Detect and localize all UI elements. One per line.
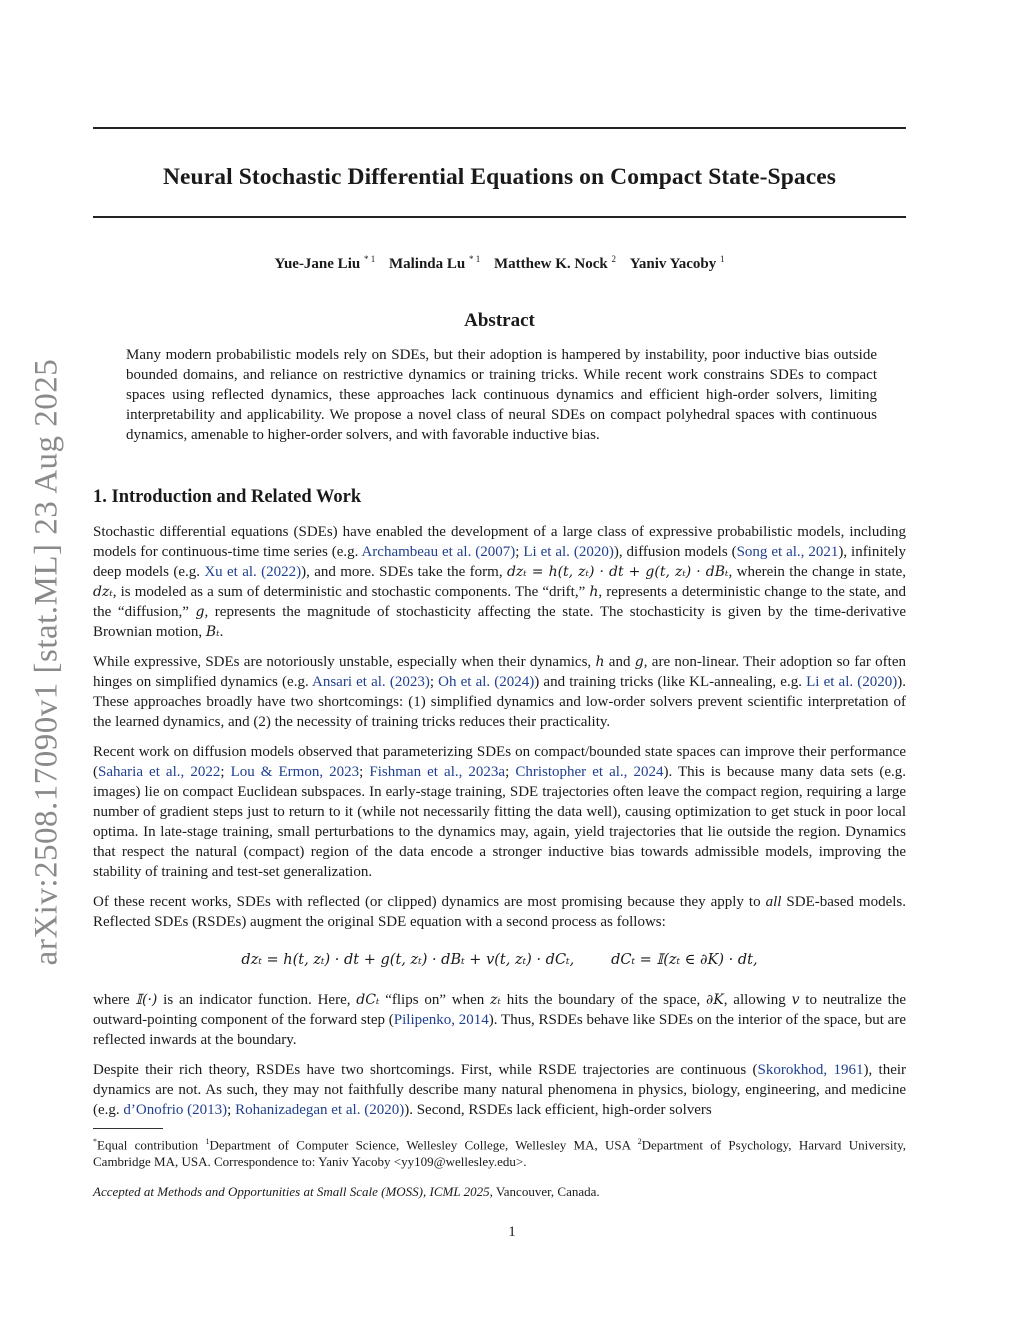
author-list [93,254,906,273]
citation-link[interactable]: Oh et al. [438,674,491,690]
citation-link[interactable]: d’Onofrio [123,1102,184,1118]
author: Malinda Lu $^{* 1}$ [388,254,481,272]
footnote-rule [93,1128,163,1129]
page-number: 1 [508,1224,516,1240]
citation-link[interactable]: Saharia et al., 2022 [98,764,221,780]
title-top-rule [93,127,906,129]
inline-math: h [589,584,599,600]
inline-math: v [791,992,800,1008]
paragraph: Recent work on diffusion models observed that parameterizing SDEs on compact/bounded state spaces can improve their performance (Saharia et al., 2022; Lou & Ermon, 2023; Fishman et al., 2023a; Christopher et al., 2024). This is because many data sets (e.g. images) lie on compact Euclidean subspaces. In early-stage training, SDE trajectories often leave the compact region, requiring a large number of gradient steps just to return to it (while not necessarily fitting the data well), causing optimization to get stuck in poor local optima. In late-stage training, small perturbations to the dynamics may, again, yield trajectories that lie outside the region. Dynamics that respect the natural (compact) region of the data encode a stronger inductive bias towards admissible models, improving the stability of training and test-set generalization. [93,744,907,880]
inline-math: zₜ [490,992,501,1008]
citation-link[interactable]: Archambeau et al. [361,544,472,560]
citation-link[interactable]: (2022) [261,564,302,580]
citation-link[interactable]: Lou & Ermon, 2023 [230,764,360,780]
paragraph: Stochastic differential equations (SDEs) have enabled the development of a large class of expressive probabilistic models, including models for continuous-time time series (e.g. Archambeau et al. (2007); Li et al. (2020)), diffusion models (Song et al., 2021), infinitely deep models (e.g. Xu et al. (2022)), and more. SDEs take the form, dzₜ = h(t, zₜ) · dt + g(t, zₜ) · dBₜ, wherein the change in state, dzₜ, is modeled as a sum of deterministic and stochastic components. The “drift,” h, represents a deterministic change to the state, and the “diffusion,” g, represents the magnitude of stochasticity affecting the state. The stochasticity is given by the time-derivative Brownian motion, Bₜ. [93,524,907,640]
inline-math: dzₜ [93,584,113,600]
citation-link[interactable]: Christopher et al., 2024 [515,764,664,780]
inline-math: dCₜ [356,992,380,1008]
citation-link[interactable]: (2020) [857,674,898,690]
citation-link[interactable]: Ansari et al. [312,674,386,690]
paragraph: Of these recent works, SDEs with reflected (or clipped) dynamics are most promising because they apply to all SDE-based models. Reflected SDEs (RSDEs) augment the original SDE equation with a second process as follows: [93,894,906,930]
paper-title: Neural Stochastic Differential Equations on Compact State-Spaces [162,164,837,190]
paragraph: where 𝕀(·) is an indicator function. Here, dCₜ “flips on” when zₜ hits the boundary of the space, ∂K, allowing v to neutralize the outward-pointing component of the forward step (Pilipenko, 2014). Thus, RSDEs behave like SDEs on the interior of the space, but are reflected inwards at the boundary. [93,992,907,1048]
display-equation: dzₜ = h(t, zₜ) · dt + g(t, zₜ) · dBₜ + v(t, zₜ) · dCₜ, dCₜ = 𝕀(zₜ ∈ ∂K) · dt, [241,952,758,968]
venue-note: Accepted at Methods and Opportunities at Small Scale (MOSS), ICML 2025, Vancouver, Canada. [93,1184,600,1199]
citation-link[interactable]: Xu et al. [204,564,257,580]
footnote: *Equal contribution $^1$Department of Computer Science, Wellesley College, Wellesley MA, USA $^2$Department of Psychology, Harvard University, Cambridge MA, USA. Correspondence to: Yaniv Yacoby <yy109@wellesley.edu>. [93,1137,906,1170]
inline-math: dzₜ = h(t, zₜ) · dt + g(t, zₜ) · dBₜ [506,564,729,580]
inline-math: ∂K [706,992,724,1008]
abstract-heading: Abstract [464,310,535,331]
title-bottom-rule [93,216,906,218]
abstract-text: Many modern probabilistic models rely on SDEs, but their adoption is hampered by instability, poor inductive bias outside bounded domains, and reliance on restrictive dynamics or training tricks. While recent work constrains SDEs to compact spaces using reflected dynamics, these approaches lack continuous dynamics and efficient high-order solvers, limiting interpretability and applicability. We propose a novel class of neural SDEs on compact polyhedral spaces with continuous dynamics, amenable to higher-order solvers, and with favorable inductive bias. [126,347,877,443]
inline-math: h [595,654,605,670]
citation-link[interactable]: (2013) [187,1102,228,1118]
paragraph: While expressive, SDEs are notoriously unstable, especially when their dynamics, h and g, are non-linear. Their adoption so far often hinges on simplified dynamics (e.g. Ansari et al. (2023); Oh et al. (2024)) and training tricks (like KL-annealing, e.g. Li et al. (2020)). These approaches broadly have two shortcomings: (1) simplified dynamics and low-order solvers prevent scientific interpretation of the learned dynamics, and (2) the necessity of training tricks reduces their practicality. [93,654,907,730]
inline-math: 𝕀(·) [135,992,158,1008]
citation-link[interactable]: (2020) [573,544,614,560]
arxiv-stamp-text: arXiv:2508.17090v1 [stat.ML] 23 Aug 2025 [28,358,65,966]
author: Matthew K. Nock $^2$ [493,254,616,272]
citation-link[interactable]: Fishman et al., 2023a [369,764,506,780]
citation-link[interactable]: Rohanizadegan et al. [235,1102,361,1118]
paragraph: Despite their rich theory, RSDEs have two shortcomings. First, while RSDE trajectories are continuous (Skorokhod, 1961), their dynamics are not. As such, they may not faithfully describe many natural phenomena in physics, biology, engineering, and medicine (e.g. d’Onofrio (2013); Rohanizadegan et al. (2020)). Second, RSDEs lack efficient, high-order solvers [93,1062,907,1118]
inline-math: Bₜ [205,624,220,640]
author: Yue-Jane Liu $^{* 1}$ [274,254,376,272]
citation-link[interactable]: (2007) [475,544,516,560]
author: Yaniv Yacoby $^1$ [629,254,725,272]
citation-link[interactable]: Song et al., 2021 [736,544,839,560]
citation-link[interactable]: Li et al. [806,674,854,690]
citation-link[interactable]: (2023) [389,674,430,690]
citation-link[interactable]: Li et al. [523,544,570,560]
inline-math: g [195,604,205,620]
citation-link[interactable]: (2024) [494,674,535,690]
citation-link[interactable]: (2020) [364,1102,405,1118]
inline-math: g [634,654,644,670]
section-heading: 1. Introduction and Related Work [93,487,362,507]
section-body [93,522,906,1130]
citation-link[interactable]: Pilipenko, 2014 [393,1012,489,1028]
citation-link[interactable]: Skorokhod, 1961 [757,1062,864,1078]
